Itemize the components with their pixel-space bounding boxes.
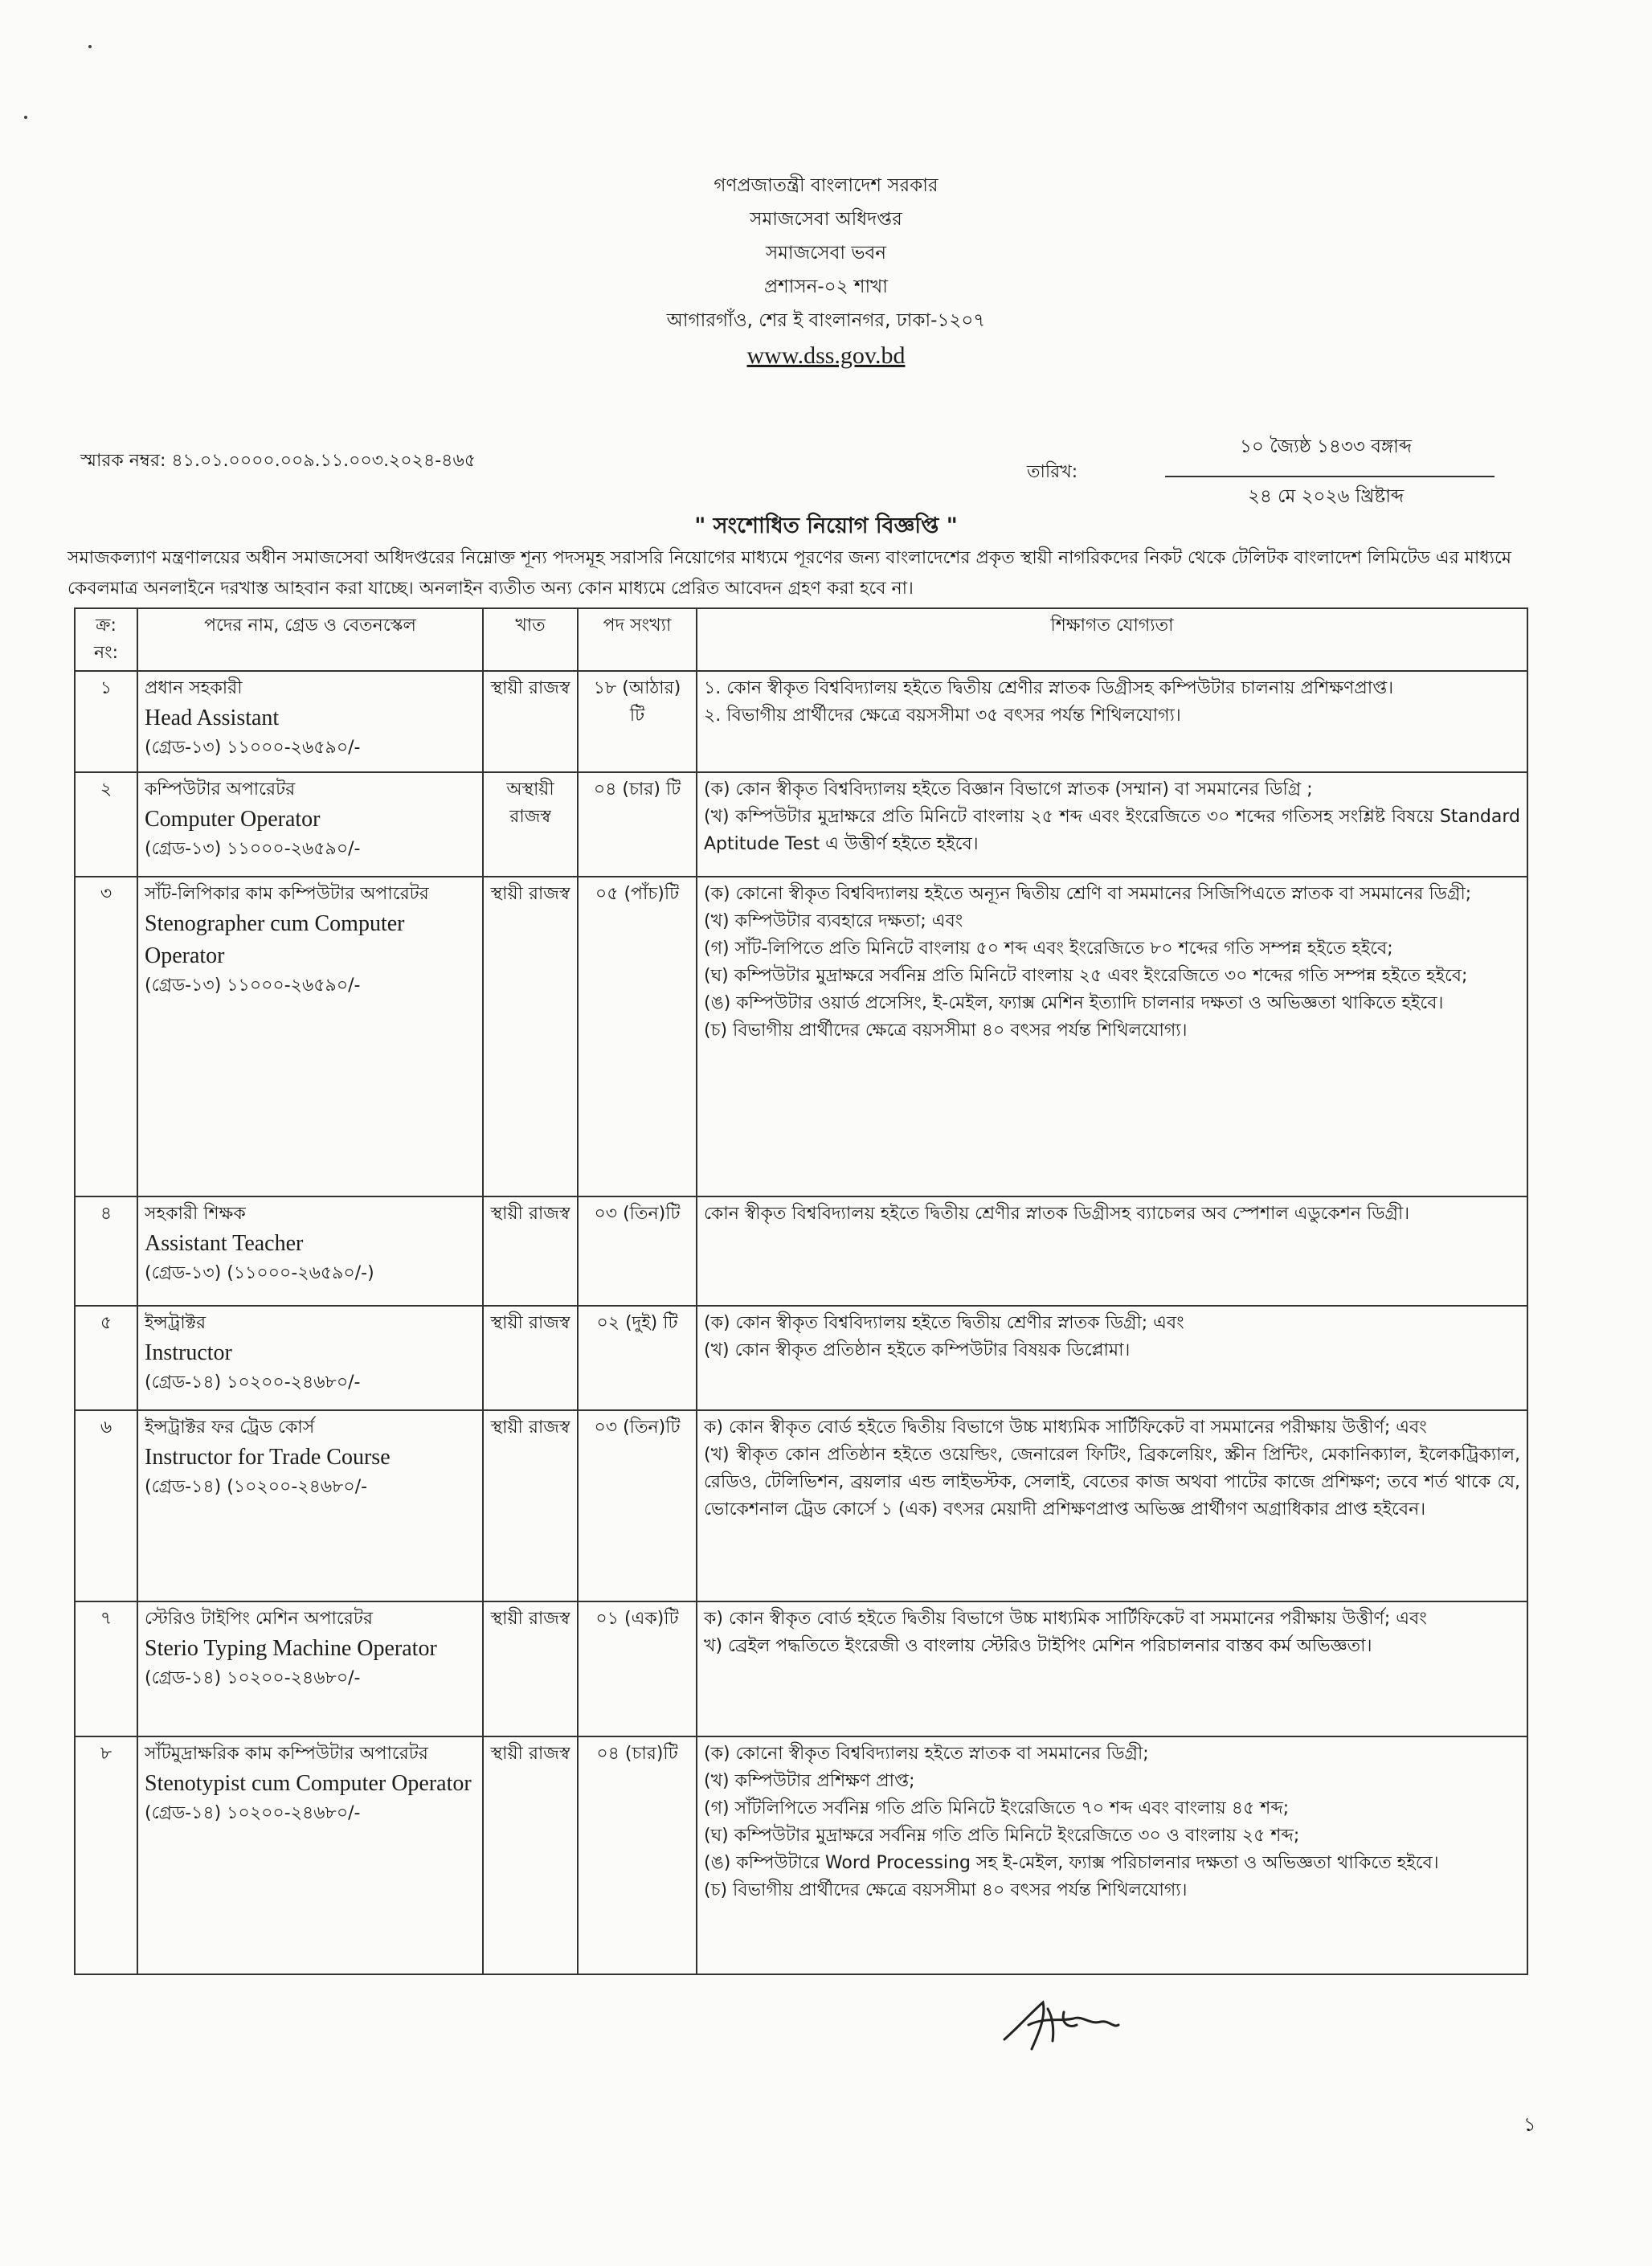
- qualification-item: (ক) কোন স্বীকৃত বিশ্ববিদ্যালয় হইতে বিজ্ঞান বিভাগে স্নাতক (সম্মান) বা সমমানের ডিগ্রি ;: [704, 779, 1313, 800]
- row-post-cell: [137, 1736, 483, 1974]
- row-post-cell: [137, 1306, 483, 1410]
- post-name-bangla: কম্পিউটার অপারেটর: [145, 779, 296, 800]
- header-line-building: সমাজসেবা ভবন: [765, 243, 887, 264]
- post-grade-scale: (গ্রেড-১৩) ১১০০০-২৬৫৯০/-: [145, 976, 361, 996]
- table-row: [75, 877, 1527, 1196]
- date-divider: [1165, 476, 1495, 477]
- post-name-bangla: সাঁট-লিপিকার কাম কম্পিউটার অপারেটর: [145, 884, 429, 904]
- row-serial: ২: [75, 772, 137, 877]
- post-grade-scale: (গ্রেড-১৪) (১০২০০-২৪৬৮০/-: [145, 1477, 368, 1497]
- memo-number: স্মারক নম্বর: ৪১.০১.০০০০.০০৯.১১.০০৩.২০২৪-৪৬৫: [80, 451, 476, 471]
- qualification-item: (খ) কম্পিউটার মুদ্রাক্ষরে প্রতি মিনিটে বাংলায় ২৫ শব্দ এবং ইংরেজিতে ৩০ শব্দের গতিসহ সংশ্লিষ্ট বিষয়ে Standard Aptitude Test এ উত্তীর্ণ হইতে হইবে।: [704, 807, 1520, 854]
- row-khat: স্থায়ী রাজস্ব: [483, 1410, 578, 1601]
- post-name-bangla: ইন্সট্রাক্টর: [145, 1313, 206, 1333]
- row-serial: ১: [75, 671, 137, 772]
- scan-speck: [24, 116, 27, 119]
- row-khat: স্থায়ী রাজস্ব: [483, 1196, 578, 1306]
- row-post-cell: [137, 772, 483, 877]
- qualification-item: (খ) কম্পিউটার প্রশিক্ষণ প্রাপ্ত;: [704, 1771, 915, 1791]
- qualification-item: (চ) বিভাগীয় প্রার্থীদের ক্ষেত্রে বয়সসীমা ৪০ বৎসর পর্যন্ত শিথিলযোগ্য।: [704, 1880, 1188, 1900]
- row-serial: ৬: [75, 1410, 137, 1601]
- row-post-count: ০৩ (তিন)টি: [578, 1410, 697, 1601]
- header-post-count: পদ সংখ্যা: [578, 608, 697, 671]
- table-row: [75, 1736, 1527, 1974]
- row-qualification: [697, 1601, 1527, 1736]
- row-qualification: [697, 877, 1527, 1196]
- qualification-item: (ঘ) কম্পিউটার মুদ্রাক্ষরে সর্বনিম্ন প্রতি মিনিটে বাংলায় ২৫ এবং ইংরেজিতে ৩০ শব্দের গতি সম্পন্ন হইতে হইবে;: [704, 966, 1468, 986]
- row-post-count: ০৩ (তিন)টি: [578, 1196, 697, 1306]
- qualification-item: (ক) কোন স্বীকৃত বিশ্ববিদ্যালয় হইতে দ্বিতীয় শ্রেণীর স্নাতক ডিগ্রী; এবং: [704, 1313, 1184, 1333]
- table-row: [75, 1410, 1527, 1601]
- header-post-name: পদের নাম, গ্রেড ও বেতনস্কেল: [137, 608, 483, 671]
- table-header-row: [75, 608, 1527, 671]
- qualification-item: (ক) কোনো স্বীকৃত বিশ্ববিদ্যালয় হইতে অন্যূন দ্বিতীয় শ্রেণি বা সমমানের সিজিপিএতে স্নাতক বা সমমানের ডিগ্রী;: [704, 884, 1472, 904]
- date-bangla: ১০ জ্যৈষ্ঠ ১৪৩৩ বঙ্গাব্দ: [1240, 436, 1412, 457]
- table-row: [75, 1601, 1527, 1736]
- row-post-count: ০৪ (চার)টি: [578, 1736, 697, 1974]
- post-name-english: Sterio Typing Machine Operator: [145, 1636, 437, 1661]
- signature-mark: [996, 1993, 1125, 2057]
- post-name-english: Instructor: [145, 1340, 232, 1365]
- post-name-english: Stenographer cum Computer Operator: [145, 911, 405, 968]
- post-grade-scale: (গ্রেড-১৩) ১১০০০-২৬৫৯০/-: [145, 839, 361, 859]
- row-qualification: [697, 1196, 1527, 1306]
- row-qualification: [697, 1306, 1527, 1410]
- header-line-address: আগারগাঁও, শের ই বাংলানগর, ঢাকা-১২০৭: [666, 310, 986, 331]
- post-grade-scale: (গ্রেড-১৩) (১১০০০-২৬৫৯০/-): [145, 1263, 374, 1283]
- row-post-count: ০৫ (পাঁচ)টি: [578, 877, 697, 1196]
- qualification-item: ক) কোন স্বীকৃত বোর্ড হইতে দ্বিতীয় বিভাগে উচ্চ মাধ্যমিক সার্টিফিকেট বা সমমানের পরীক্ষায় উত্তীর্ণ; এবং: [704, 1417, 1427, 1438]
- row-serial: ৫: [75, 1306, 137, 1410]
- letterhead: [0, 169, 1652, 374]
- row-khat: স্থায়ী রাজস্ব: [483, 1306, 578, 1410]
- header-qualification: শিক্ষাগত যোগ্যতা: [697, 608, 1527, 671]
- post-grade-scale: (গ্রেড-১৪) ১০২০০-২৪৬৮০/-: [145, 1372, 361, 1393]
- qualification-item: (খ) কম্পিউটার ব্যবহারে দক্ষতা; এবং: [704, 911, 963, 931]
- qualification-item: (ঙ) কম্পিউটারে Word Processing সহ ই-মেইল, ফ্যাক্স পরিচালনার দক্ষতা ও অভিজ্ঞতা থাকিতে হইবে।: [704, 1853, 1439, 1873]
- row-khat: স্থায়ী রাজস্ব: [483, 671, 578, 772]
- row-serial: ৭: [75, 1601, 137, 1736]
- header-line-government: গণপ্রজাতন্ত্রী বাংলাদেশ সরকার: [714, 175, 938, 196]
- qualification-item: (চ) বিভাগীয় প্রার্থীদের ক্ষেত্রে বয়সসীমা ৪০ বৎসর পর্যন্ত শিথিলযোগ্য।: [704, 1021, 1188, 1041]
- qualification-item: খ) ব্রেইল পদ্ধতিতে ইংরেজী ও বাংলায় স্টেরিও টাইপিং মেশিন পরিচালনার বাস্তব কর্ম অভিজ্ঞতা।: [704, 1636, 1372, 1656]
- notice-title: " সংশোধিত নিয়োগ বিজ্ঞপ্তি ": [694, 513, 958, 538]
- row-post-count: ১৮ (আঠার) টি: [578, 671, 697, 772]
- row-qualification: [697, 1410, 1527, 1601]
- scan-speck: [88, 45, 92, 48]
- post-name-english: Head Assistant: [145, 706, 280, 730]
- post-name-bangla: সহকারী শিক্ষক: [145, 1204, 246, 1224]
- qualification-item: (ক) কোনো স্বীকৃত বিশ্ববিদ্যালয় হইতে স্নাতক বা সমমানের ডিগ্রী;: [704, 1744, 1149, 1764]
- post-name-english: Assistant Teacher: [145, 1231, 304, 1256]
- post-name-english: Instructor for Trade Course: [145, 1445, 391, 1470]
- qualification-item: (গ) সাঁট-লিপিতে প্রতি মিনিটে বাংলায় ৫০ শব্দ এবং ইংরেজিতে ৮০ শব্দের গতি সম্পন্ন হইতে হইবে;: [704, 939, 1393, 959]
- row-post-cell: [137, 1196, 483, 1306]
- row-khat: স্থায়ী রাজস্ব: [483, 1601, 578, 1736]
- row-khat: স্থায়ী রাজস্ব: [483, 877, 578, 1196]
- row-khat: অস্থায়ী রাজস্ব: [483, 772, 578, 877]
- row-qualification: [697, 772, 1527, 877]
- table-row: [75, 671, 1527, 772]
- row-serial: ৮: [75, 1736, 137, 1974]
- row-serial: ৪: [75, 1196, 137, 1306]
- header-khat: খাত: [483, 608, 578, 671]
- qualification-item: ক) কোন স্বীকৃত বোর্ড হইতে দ্বিতীয় বিভাগে উচ্চ মাধ্যমিক সার্টিফিকেট বা সমমানের পরীক্ষায় উত্তীর্ণ; এবং: [704, 1609, 1427, 1629]
- row-post-count: ০২ (দুই) টি: [578, 1306, 697, 1410]
- table-row: [75, 772, 1527, 877]
- row-serial: ৩: [75, 877, 137, 1196]
- post-name-bangla: স্টেরিও টাইপিং মেশিন অপারেটর: [145, 1609, 373, 1629]
- posts-table: [74, 607, 1528, 1975]
- header-line-department: সমাজসেবা অধিদপ্তর: [750, 209, 902, 230]
- qualification-item: (গ) সাঁটলিপিতে সর্বনিম্ন গতি প্রতি মিনিটে ইংরেজিতে ৭০ শব্দ এবং বাংলায় ৪৫ শব্দ;: [704, 1798, 1290, 1818]
- row-khat: স্থায়ী রাজস্ব: [483, 1736, 578, 1974]
- qualification-item: (ঙ) কম্পিউটার ওয়ার্ড প্রসেসিং, ই-মেইল, ফ্যাক্স মেশিন ইত্যাদি চালনার দক্ষতা ও অভিজ্ঞতা থাকিতে হইবে।: [704, 993, 1444, 1013]
- row-post-cell: [137, 877, 483, 1196]
- header-website-link[interactable]: www.dss.gov.bd: [746, 342, 906, 369]
- row-qualification: [697, 1736, 1527, 1974]
- qualification-item: ১. কোন স্বীকৃত বিশ্ববিদ্যালয় হইতে দ্বিতীয় শ্রেণীর স্নাতক ডিগ্রীসহ কম্পিউটার চালনায় প্রশিক্ষণপ্রাপ্ত।: [704, 678, 1394, 698]
- table-row: [75, 1306, 1527, 1410]
- header-serial: ক্র: নং:: [75, 608, 137, 671]
- date-english: ২৪ মে ২০২৬ খ্রিষ্টাব্দ: [1247, 486, 1405, 507]
- row-post-count: ০৪ (চার) টি: [578, 772, 697, 877]
- row-post-cell: [137, 1601, 483, 1736]
- post-name-english: Stenotypist cum Computer Operator: [145, 1771, 472, 1796]
- post-name-bangla: প্রধান সহকারী: [145, 678, 243, 698]
- post-name-bangla: ইন্সট্রাক্টর ফর ট্রেড কোর্স: [145, 1417, 315, 1438]
- post-grade-scale: (গ্রেড-১৩) ১১০০০-২৬৫৯০/-: [145, 738, 361, 758]
- row-post-cell: [137, 1410, 483, 1601]
- post-grade-scale: (গ্রেড-১৪) ১০২০০-২৪৬৮০/-: [145, 1668, 361, 1688]
- header-line-branch: প্রশাসন-০২ শাখা: [764, 276, 888, 297]
- qualification-item: (খ) স্বীকৃত কোন প্রতিষ্ঠান হইতে ওয়েল্ডিং, জেনারেল ফিটিং, ব্রিকলেয়িং, স্ক্রীন প্রিন্টিং, মেকানিক্যাল, ইলেকট্রিক্যাল, রেডিও, টেলিভিশন, ব্রয়লার এন্ড লাইভস্টক, সেলাই, বেতের কাজ অথবা পাটের কাজে প্রশিক্ষণ; তবে শর্ত থাকে যে, ভোকেশনাল ট্রেড কোর্সে ১ (এক) বৎসর মেয়াদী প্রশিক্ষণপ্রাপ্ত অভিজ্ঞ প্রার্থীগণ অগ্রাধিকার প্রাপ্ত হইবেন।: [704, 1445, 1520, 1520]
- qualification-item: (খ) কোন স্বীকৃত প্রতিষ্ঠান হইতে কম্পিউটার বিষয়ক ডিপ্লোমা।: [704, 1340, 1131, 1360]
- post-name-english: Computer Operator: [145, 807, 321, 832]
- post-grade-scale: (গ্রেড-১৪) ১০২০০-২৪৬৮০/-: [145, 1803, 361, 1823]
- qualification-item: কোন স্বীকৃত বিশ্ববিদ্যালয় হইতে দ্বিতীয় শ্রেণীর স্নাতক ডিগ্রীসহ ব্যাচেলর অব স্পেশাল এডুকেশন ডিগ্রী।: [704, 1204, 1410, 1224]
- post-name-bangla: সাঁটমুদ্রাক্ষরিক কাম কম্পিউটার অপারেটর: [145, 1744, 428, 1764]
- intro-paragraph: সমাজকল্যাণ মন্ত্রণালয়ের অধীন সমাজসেবা অধিদপ্তরের নিম্নোক্ত শূন্য পদসমূহ সরাসরি নিয়োগের মাধ্যমে পূরণের জন্য বাংলাদেশের প্রকৃত স্থায়ী নাগরিকদের নিকট থেকে টেলিটক বাংলাদেশ লিমিটেড এর মাধ্যমে কেবলমাত্র অনলাইনে দরখাস্ত আহবান করা যাচ্ছে। অনলাইন ব্যতীত অন্য কোন মাধ্যমে প্রেরিত আবেদন গ্রহণ করা হবে না।: [67, 548, 1512, 599]
- row-post-cell: [137, 671, 483, 772]
- table-row: [75, 1196, 1527, 1306]
- row-qualification: [697, 671, 1527, 772]
- qualification-item: (ঘ) কম্পিউটার মুদ্রাক্ষরে সর্বনিম্ন গতি প্রতি মিনিটে ইংরেজিতে ৩০ ও বাংলায় ২৫ শব্দ;: [704, 1826, 1300, 1846]
- row-post-count: ০১ (এক)টি: [578, 1601, 697, 1736]
- date-label: তারিখ:: [1027, 462, 1078, 482]
- qualification-item: ২. বিভাগীয় প্রার্থীদের ক্ষেত্রে বয়সসীমা ৩৫ বৎসর পর্যন্ত শিথিলযোগ্য।: [704, 706, 1181, 726]
- page-number: ১: [1523, 2113, 1536, 2136]
